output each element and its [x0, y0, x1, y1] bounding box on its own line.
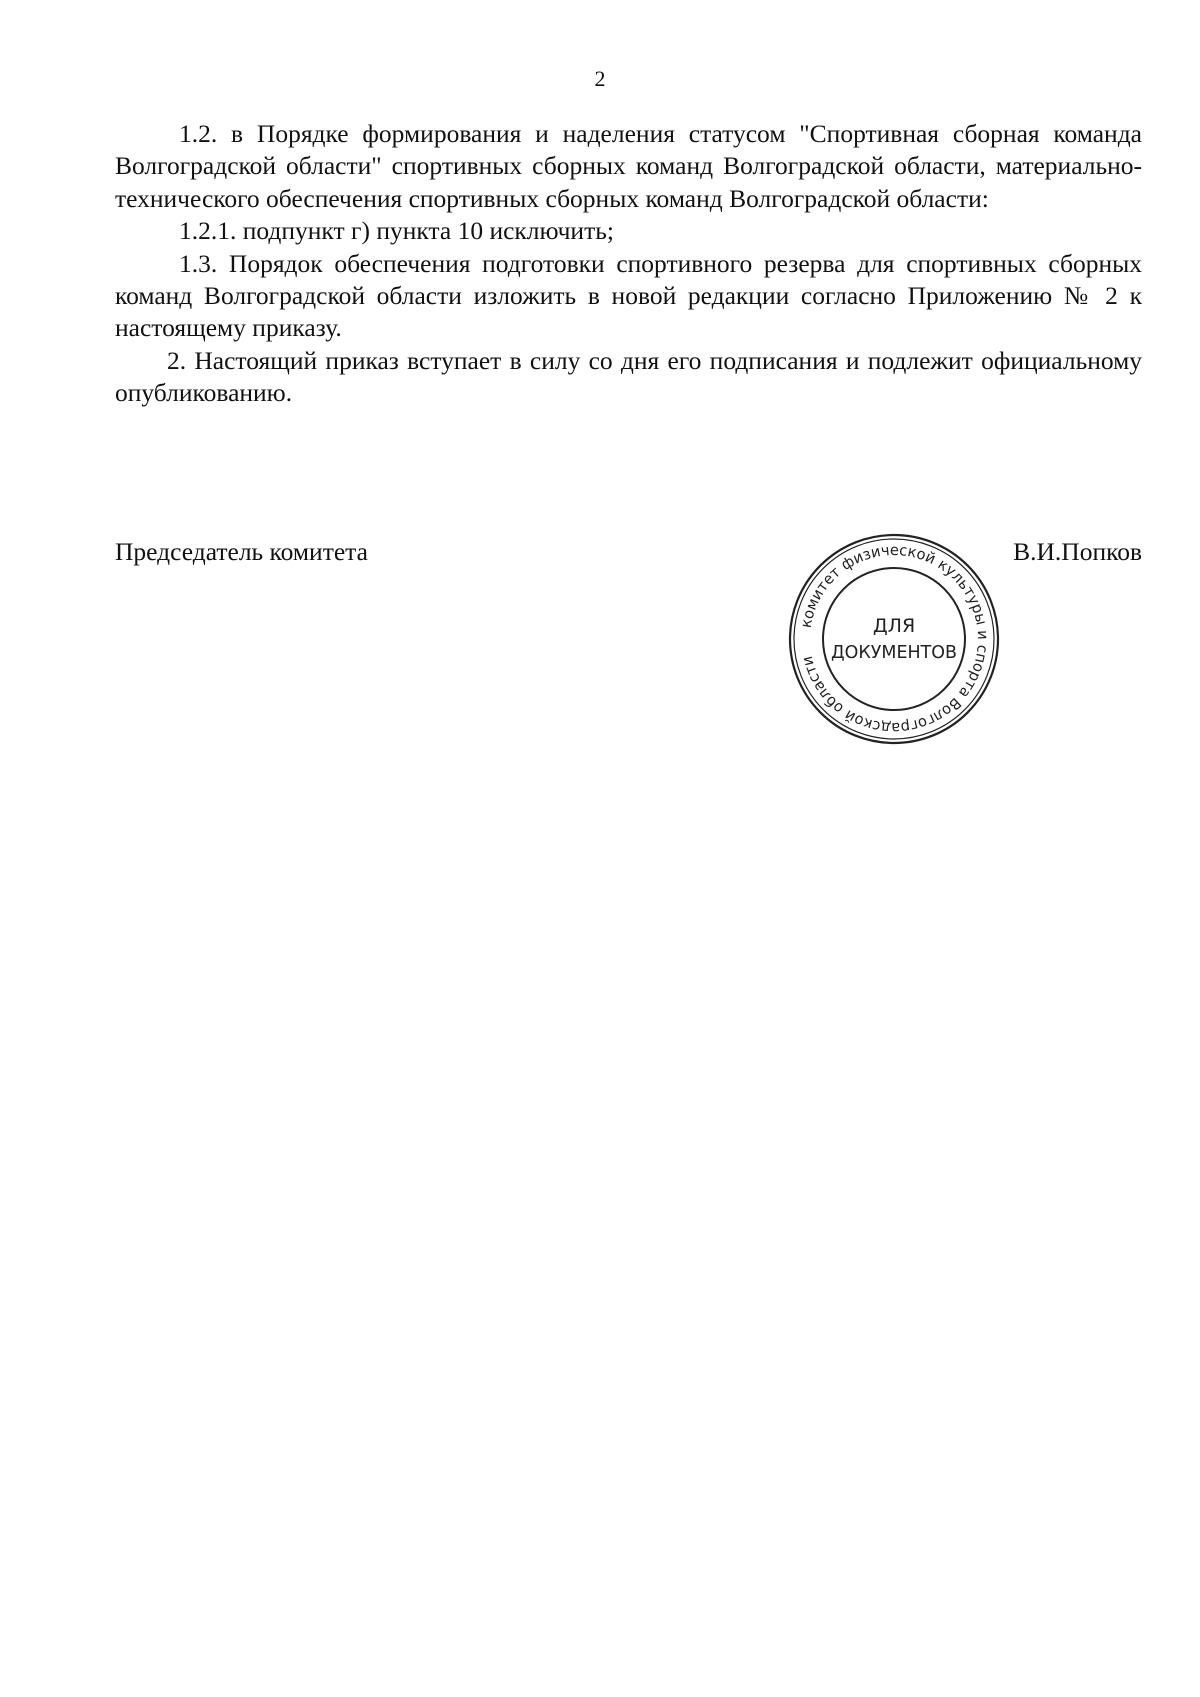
paragraph-1-2-1: 1.2.1. подпункт г) пункта 10 исключить;: [179, 216, 614, 246]
stamp-ring-text: комитет физической культуры и спорта Волгоградской области: [796, 540, 993, 738]
stamp-seal-icon: [783, 528, 1005, 750]
document-body: [115, 118, 1142, 410]
stamp-center-line-2: ДОКУМЕНТОВ: [831, 642, 957, 663]
signatory-name: В.И.Попков: [1013, 537, 1142, 566]
paragraph-2: 2. Настоящий приказ вступает в силу со дня его подписания и подлежит официальному опубликованию.: [115, 345, 1142, 408]
paragraph-1-2: 1.2. в Порядке формирования и наделения статусом "Спортивная сборная команда Волгоградской области" спортивных сборных команд Волгоградской области, материально-технического обеспечения спортивных сборных команд Волгоградской области:: [115, 119, 1142, 213]
paragraph-1-3: 1.3. Порядок обеспечения подготовки спортивного резерва для спортивных сборных команд Волгоградской области изложить в новой редакции согласно Приложению № 2 к настоящему приказу.: [115, 248, 1142, 343]
official-stamp: [783, 528, 1005, 750]
stamp-center-line-1: ДЛЯ: [872, 615, 916, 637]
signatory-title: Председатель комитета: [115, 537, 368, 566]
page-number: 2: [594, 66, 606, 91]
